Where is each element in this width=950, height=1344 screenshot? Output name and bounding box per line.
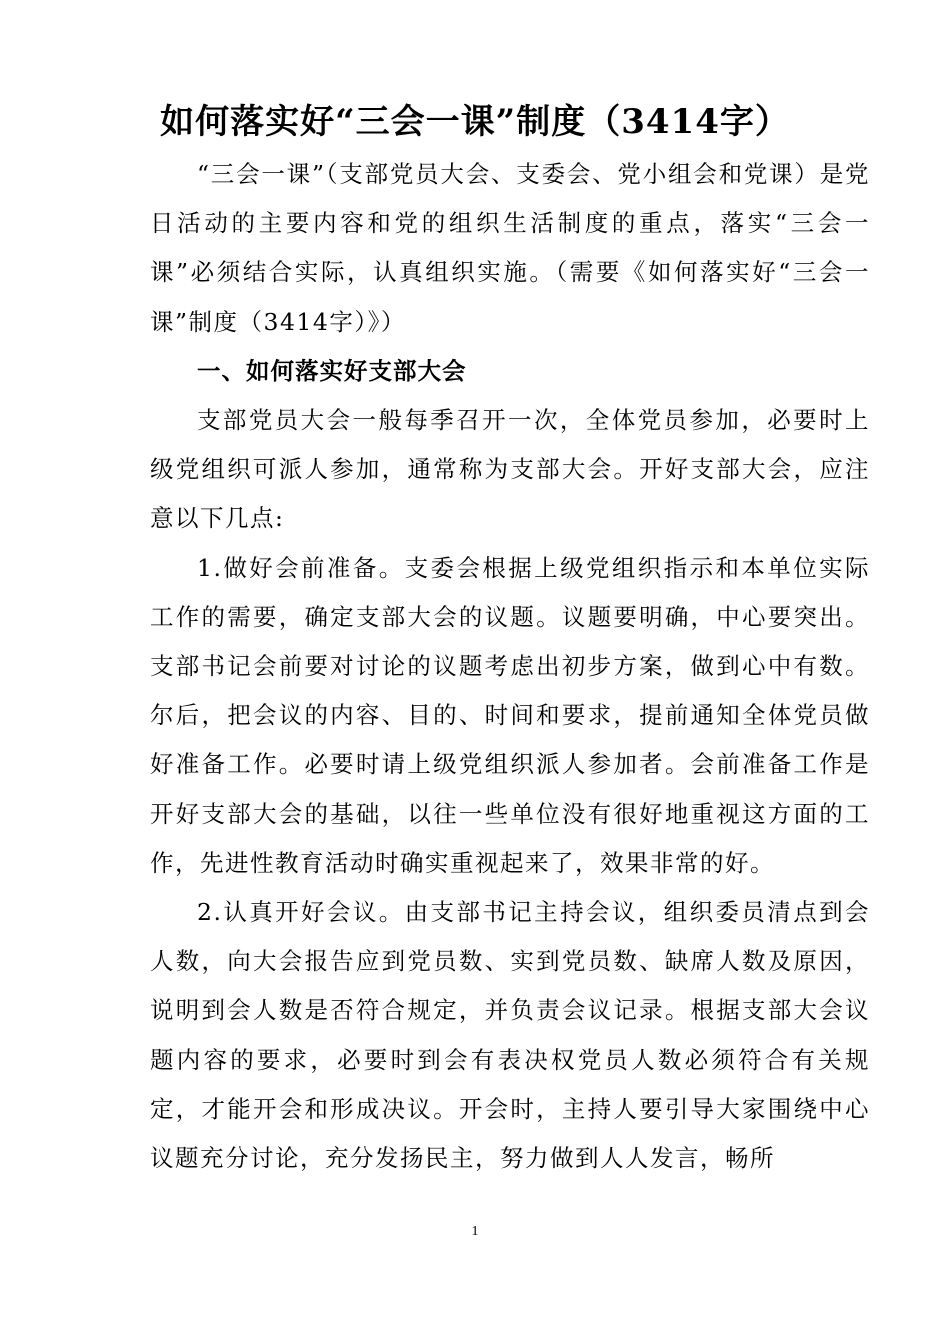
intro-paragraph: “三会一课”（支部党员大会、支委会、党小组会和党课）是党日活动的主要内容和党的组织生活制度的重点，落实“三会一课”必须结合实际，认真组织实施。（需要《如何落实好“三会一课”制度（3414字）》） (150, 160, 870, 336)
section-paragraph: 支部党员大会一般每季召开一次，全体党员参加，必要时上级党组织可派人参加，通常称为支部大会。开好支部大会，应注意以下几点: (150, 406, 870, 533)
page-number: 1 (471, 1224, 479, 1239)
section-heading: 一、如何落实好支部大会 (197, 356, 467, 385)
list-item-1: 1.做好会前准备。支委会根据上级党组织指示和本单位实际工作的需要，确定支部大会的议题。议题要明确，中心要突出。支部书记会前要对讨论的议题考虑出初步方案，做到心中有数。尔后，把会议的内容、目的、时间和要求，提前通知全体党员做好准备工作。必要时请上级党组织派人参加者。会前准备工作是开好支部大会的基础，以往一些单位没有很好地重视这方面的工作，先进性教育活动时确实重视起来了，效果非常的好。 (150, 553, 870, 877)
document-body (150, 150, 870, 1183)
document-title: 如何落实好“三会一课”制度（3414字） (160, 102, 790, 142)
list-item-2: 2.认真开好会议。由支部书记主持会议，组织委员清点到会人数，向大会报告应到党员数、实到党员数、缺席人数及原因，说明到会人数是否符合规定，并负责会议记录。根据支部大会议题内容的要求，必要时到会有表决权党员人数必须符合有关规定，才能开会和形成决议。开会时，主持人要引导大家围绕中心议题充分讨论，充分发扬民主，努力做到人人发言，畅所 (150, 898, 870, 1173)
